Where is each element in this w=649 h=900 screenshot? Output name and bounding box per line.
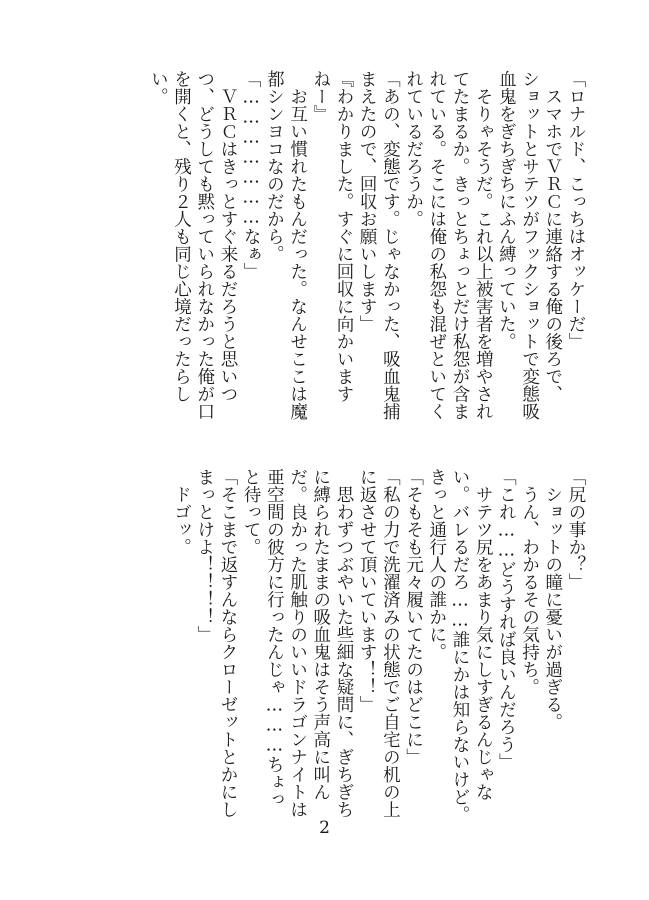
text-line: 血鬼をぎちぎちにふん縛っていた。 [496,70,517,350]
text-line: 『わかりました。すぐに回収に向かいます [333,70,354,403]
text-line: に返させて頂いています！！」 [357,468,378,713]
text-line: だ。良かった肌触りのいいドラゴンナイトは [287,468,308,818]
text-line: まえたので、回収お願いします」 [357,70,378,333]
text-line: きっと通行人の誰かに。 [426,468,447,661]
text-line: ドゴッ。 [171,468,192,556]
text-line: まっとけよ！！！！」 [194,468,215,643]
text-line: 都シンヨコなのだから。 [264,70,285,263]
text-line: い。 [148,70,169,105]
text-line: ＶＲＣはきっとすぐ来るだろうと思いつ [217,70,238,403]
text-line: に縛られたままの吸血鬼はそう声高に叫ん [310,468,331,801]
text-line: お互い慣れたもんだった。なんせここは魔 [287,70,308,420]
text-line: うん、わかるその気持ち。 [519,468,540,696]
text-line: 思わずつぶやいた些細な疑問に、ぎちぎち [333,468,354,818]
text-block-lower [169,468,587,828]
text-line: と待って。 [241,468,262,556]
text-line: れているだろうか。 [403,70,424,228]
text-line: 「これ……どうすれば良いんだろう」 [496,468,517,771]
text-line: サテツ尻をあまり気にしすぎるんじゃな [473,468,494,801]
text-line: スマホでＶＲＣに連絡する俺の後ろで、 [542,70,563,403]
page-number: 2 [319,818,330,838]
text-line: い。バレるだろ……誰にかは知らないけど。 [449,468,470,823]
text-line: ショットとサテツがフックショットで変態吸 [519,70,540,420]
text-line: を開くと、残り２人も同じ心境だったらし [171,70,192,403]
text-line: れている。そこには俺の私怨も混ぜといてく [426,70,447,420]
text-line: 「そもそも元々履いてたのはどこに」 [403,468,424,766]
text-line: そりゃそうだ。これ以上被害者を増やされ [473,70,494,420]
text-block-upper [146,70,587,440]
text-line: 「私の力で洗濯済みの状態でご自宅の机の上 [380,468,401,818]
text-line: 「そこまで返すんならクローゼットとかにし [217,468,238,818]
text-line: 「…………………なぁ」 [241,70,262,280]
text-line: 「ロナルド、こっちはオッケーだ」 [566,70,586,350]
text-line: 「尻の事か？」 [566,468,586,591]
text-line: つ、どうしても黙っていられなかった俺が口 [194,70,215,420]
text-line: ショットの瞳に憂いが過ぎる。 [542,468,563,731]
text-line: 「あの、変態です。じゃなかった、吸血鬼捕 [380,70,401,420]
text-line: 亜空間の彼方に行ったんじゃ………ちょっ [264,468,285,808]
text-line: ねー』 [310,70,331,123]
text-line: てたまるか。きっとちょっとだけ私怨が含ま [449,70,470,420]
